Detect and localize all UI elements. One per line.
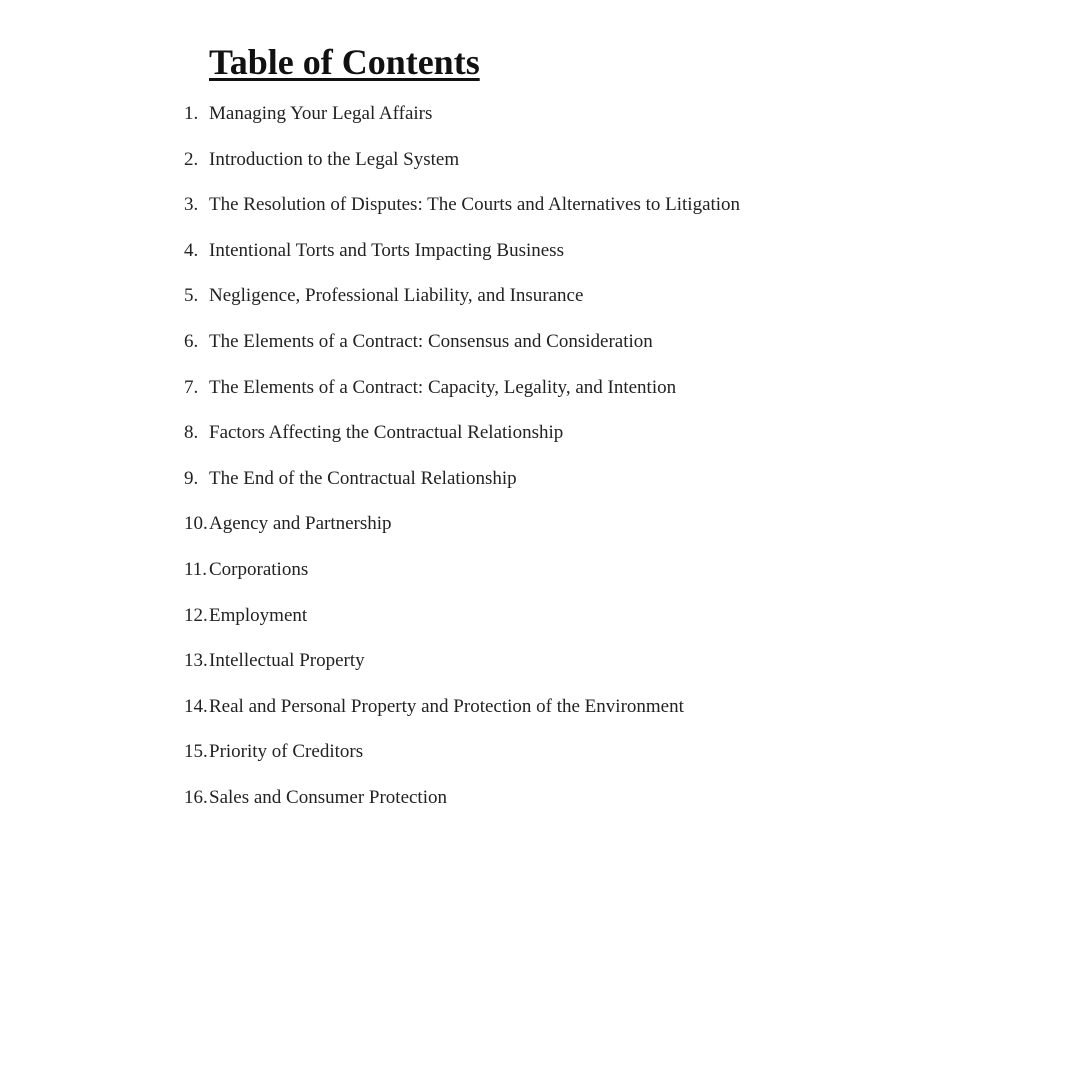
toc-item-label: The Elements of a Contract: Capacity, Legality, and Intention [209,376,677,398]
toc-item-number: 15. [184,741,208,763]
toc-item-number: 3. [184,194,199,216]
toc-item-label: Intellectual Property [209,650,365,672]
toc-item-number: 10. [184,513,208,535]
toc-item-label: Corporations [209,558,309,580]
toc-item-label: Priority of Creditors [209,741,364,763]
toc-item-number: 4. [184,239,199,261]
toc-item-label: Employment [209,604,308,626]
toc-item-number: 8. [184,422,199,444]
toc-item-label: Managing Your Legal Affairs [209,103,433,124]
toc-item-label: The Resolution of Disputes: The Courts and Alternatives to Litigation [209,194,741,216]
toc-item-label: Negligence, Professional Liability, and Insurance [209,285,584,307]
toc-item-label: Real and Personal Property and Protection of the Environment [209,695,684,717]
toc-item-number: 6. [184,330,199,352]
toc-item-number: 16. [184,786,208,808]
toc-item-number: 12. [184,604,208,626]
toc-item-label: Agency and Partnership [209,513,392,535]
toc-item-number: 9. [184,467,199,489]
toc-item-number: 2. [184,148,199,170]
toc-item-number: 7. [184,376,199,398]
toc-item-label: Introduction to the Legal System [209,148,460,170]
toc-item-label: Intentional Torts and Torts Impacting Business [209,239,564,261]
toc-item-number: 11. [184,558,208,580]
toc-item-label: Factors Affecting the Contractual Relationship [209,422,564,444]
toc-item-number: 13. [184,650,208,672]
toc-item-number: 14. [184,695,208,717]
toc-item-number: 1. [184,103,199,124]
page-title: Table of Contents [209,42,480,82]
toc-item-label: Sales and Consumer Protection [209,786,447,808]
toc-item-number: 5. [184,285,199,307]
toc-item-label: The End of the Contractual Relationship [209,467,517,489]
toc-item-label: The Elements of a Contract: Consensus and Consideration [209,330,653,352]
